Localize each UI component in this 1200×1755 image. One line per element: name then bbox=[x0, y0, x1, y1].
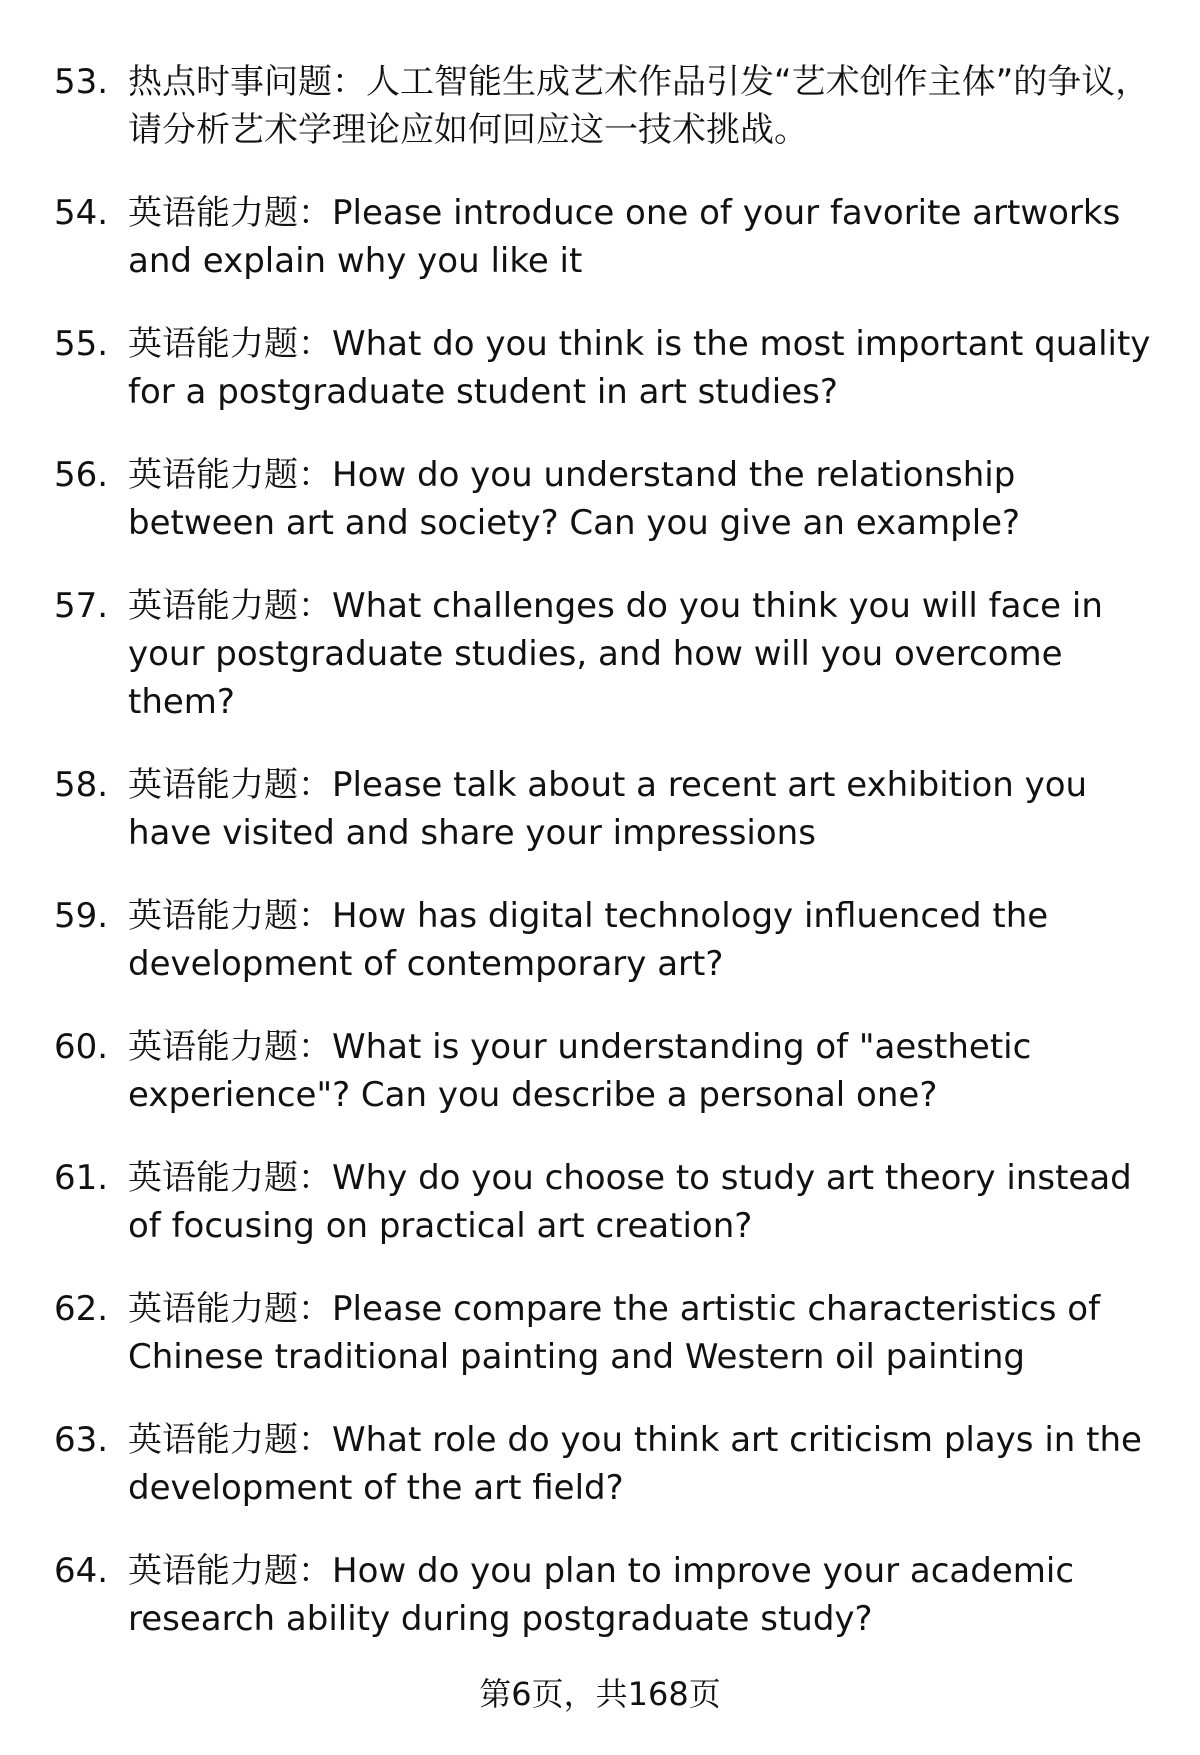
question-item bbox=[0, 451, 1200, 547]
page-footer: 第6页，共168页 bbox=[479, 1675, 721, 1713]
question-number: 55. bbox=[54, 324, 109, 364]
question-item bbox=[0, 1023, 1200, 1119]
question-item bbox=[0, 320, 1200, 416]
question-number: 59. bbox=[54, 896, 109, 936]
question-text: 英语能力题：How has digital technology influenced the development of contemporary art? bbox=[128, 896, 1049, 984]
question-number: 60. bbox=[54, 1027, 109, 1067]
question-number: 58. bbox=[54, 765, 109, 805]
question-item bbox=[0, 1547, 1200, 1643]
question-number: 57. bbox=[54, 586, 109, 626]
question-list bbox=[0, 58, 1200, 1678]
question-text: 英语能力题：What role do you think art criticism plays in the development of the art field? bbox=[128, 1420, 1142, 1508]
question-item bbox=[0, 1154, 1200, 1250]
question-text: 热点时事问题：人工智能生成艺术作品引发“艺术创作主体”的争议，请分析艺术学理论应如何回应这一技术挑战。 bbox=[128, 62, 1150, 150]
question-item bbox=[0, 892, 1200, 988]
question-item bbox=[0, 1285, 1200, 1381]
question-text: 英语能力题：Please talk about a recent art exhibition you have visited and share your impressions bbox=[128, 765, 1088, 853]
question-item bbox=[0, 58, 1200, 154]
question-text: 英语能力题：Please introduce one of your favorite artworks and explain why you like it bbox=[128, 193, 1121, 281]
question-number: 56. bbox=[54, 455, 109, 495]
question-text: 英语能力题：How do you understand the relationship between art and society? Can you give an example? bbox=[128, 455, 1021, 543]
question-item bbox=[0, 761, 1200, 857]
question-text: 英语能力题：How do you plan to improve your academic research ability during postgraduate study? bbox=[128, 1551, 1075, 1639]
question-number: 63. bbox=[54, 1420, 109, 1460]
question-text: 英语能力题：Please compare the artistic characteristics of Chinese traditional painting and Western oil painting bbox=[128, 1289, 1101, 1377]
question-number: 54. bbox=[54, 193, 109, 233]
question-text: 英语能力题：What is your understanding of "aesthetic experience"? Can you describe a personal one? bbox=[128, 1027, 1032, 1115]
question-number: 64. bbox=[54, 1551, 109, 1591]
question-item bbox=[0, 582, 1200, 726]
question-number: 62. bbox=[54, 1289, 109, 1329]
question-item bbox=[0, 1416, 1200, 1512]
question-text: 英语能力题：Why do you choose to study art theory instead of focusing on practical art creation? bbox=[128, 1158, 1132, 1246]
question-item bbox=[0, 189, 1200, 285]
question-number: 61. bbox=[54, 1158, 109, 1198]
question-number: 53. bbox=[54, 62, 109, 102]
question-text: 英语能力题：What challenges do you think you will face in your postgraduate studies, and how will you overcome them? bbox=[128, 586, 1103, 722]
question-text: 英语能力题：What do you think is the most important quality for a postgraduate student in art studies? bbox=[128, 324, 1151, 412]
